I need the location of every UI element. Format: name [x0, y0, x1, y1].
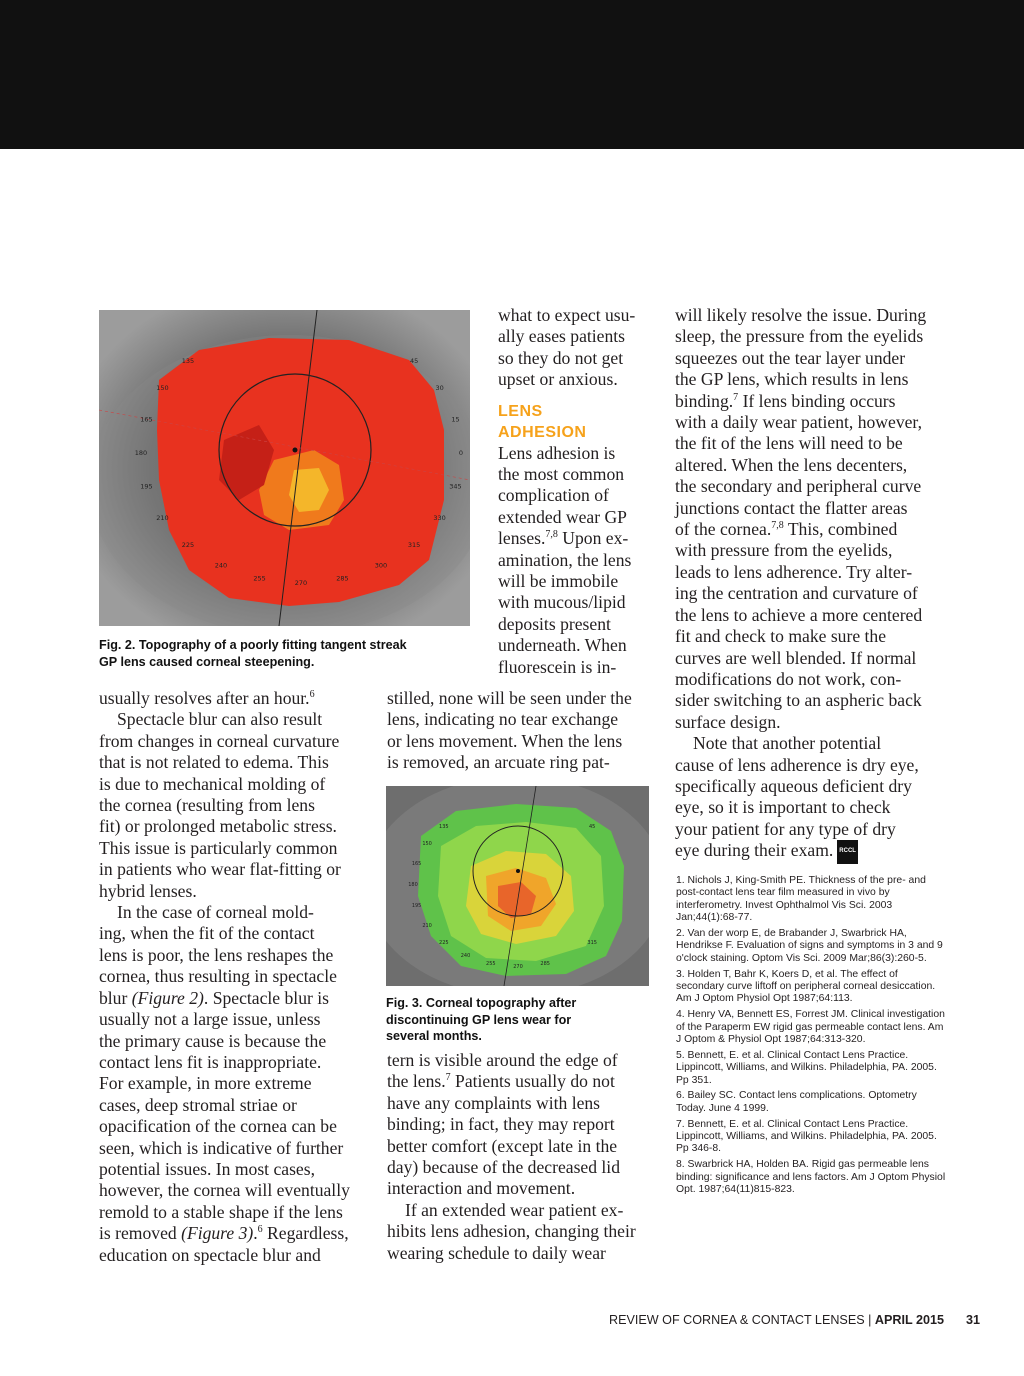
text-line: curves are well blended. If normal [675, 647, 917, 668]
col1-paragraph-2 [99, 709, 371, 902]
text-line: better comfort (except late in the [387, 1135, 618, 1156]
figure-3-caption-line-2: discontinuing GP lens wear for [386, 1012, 572, 1027]
col1-paragraph-3: In the case of corneal mold- ing, when the fit of the contact lens is poor, the lens reshapes the cornea, thus resulting in spectacle blur (Figure 2). Spectacle blur is usually not a large issue, unless the primary cause is because the contact lens fit is inappropriate. For example, in more extreme cases, deep stromal striae or opacification of the cornea can be seen, which is indicative of further potential issues. In most cases, however, the cornea will eventually remold to a stable shape if the lens is removed (Figure 3).$^6$ Regardless, education on spectacle blur and [99, 902, 371, 1266]
text-line: the secondary and peripheral curve [675, 476, 922, 497]
page-footer [560, 1313, 980, 1327]
figure-2-angle-label: 195 [140, 482, 153, 491]
text-line: stilled, none will be seen under the [387, 688, 632, 708]
figure-3-angle-label: 180 [408, 882, 418, 888]
reference-item: 3. Holden T, Bahr K, Koers D, et al. The effect of secondary curve liftoff on peripheral corneal desiccation. Am J Optom Physiol Opt 1987;64:113. [676, 968, 936, 1005]
text-line: hybrid lenses. [99, 880, 197, 901]
text-line: the GP lens, which results in lens [675, 369, 909, 390]
figure-2-angle-label: 30 [435, 384, 444, 392]
figure-2-angle-label: 300 [374, 561, 388, 570]
text-line: will be immobile [498, 571, 619, 592]
text-line: ally eases patients [498, 326, 626, 347]
figure-2-angle-label: 150 [156, 384, 169, 392]
figure-2-angle-label: 240 [214, 561, 228, 570]
text-line: cases, deep stromal striae or [99, 1094, 297, 1115]
figure-3-angle-label: 45 [589, 824, 596, 830]
text-line: with mucous/lipid [498, 592, 626, 613]
rccl-logo: RCCL [837, 840, 858, 863]
text-line: seen, which is indicative of further [99, 1137, 344, 1158]
text-line: fit) or prolonged metabolic stress. [99, 816, 337, 837]
text-line: Lens adhesion is [498, 442, 616, 463]
text-line: If an extended wear patient ex- [405, 1199, 624, 1220]
figure-3-angle-label: 270 [513, 964, 523, 970]
text-line: surface design. [675, 711, 781, 732]
text-line: squeezes out the tear layer under [675, 347, 906, 368]
text-line: contact lens fit is inappropriate. [99, 1051, 322, 1072]
text-line: leads to lens adherence. Try alter- [675, 561, 913, 582]
text-line: binding; in fact, they may report [387, 1114, 615, 1135]
footer-journal: REVIEW OF CORNEA & CONTACT LENSES | [608, 1313, 875, 1327]
figure-3-angle-label: 210 [422, 923, 432, 929]
figure-3-angle-label: 150 [422, 841, 432, 847]
col2-adhesion-paragraph: Lens adhesion is the most common complication of extended wear GP lenses.$^{7,8}$ Upon ex- amination, the lens will be immobile with mucous/lipid deposits present underneath. When fluorescein is in- [498, 443, 658, 678]
reference-item: 6. Bailey SC. Contact lens complications. Optometry Today. June 4 1999. [676, 1090, 917, 1114]
text-line: so they do not get [498, 347, 624, 368]
text-line: specifically aqueous deficient dry [675, 775, 912, 796]
text-line: the fit of the lens will need to be [675, 433, 903, 454]
col2-top-paragraph [498, 305, 658, 391]
section-heading-lens-adhesion: LENS ADHESION [498, 402, 587, 441]
figure-2-caption [99, 637, 499, 670]
text-line: or lens movement. When the lens [387, 730, 623, 751]
column-1 [99, 688, 371, 1266]
figure-2-angle-label: 270 [294, 579, 308, 587]
figure-2-caption-line-1: Fig. 2. Topography of a poorly fitting tangent streak [99, 638, 407, 652]
reference-item: 7. Bennett, E. et al. Clinical Contact Lens Practice. Lippincott, Williams, and Wilkins. Philadelphia, PA. 2005. Pp 346-8. [676, 1118, 937, 1155]
text-line: lens is poor, the lens reshapes the [99, 944, 334, 965]
figure-2-angle-label: 285 [336, 574, 349, 583]
column-3: will likely resolve the issue. During sleep, the pressure from the eyelids squeezes out the tear layer under the GP lens, which results in lens binding.$^7$ If lens binding occurs with a daily wear patient, however, the fit of the lens will need to be altered. When the lens decenters, the secondary and peripheral curve junctions contact the flatter areas of the cornea.$^{7,8}$ This, combined with pressure from the eyelids, leads to lens adherence. Try alter- ing the centration and curvature of the lens to achieve a more centered fit and check to make sure the curves are well blended. If normal modifications do not work, con- sider switching to an aspheric back surface design. Note that another potential cause of lens adherence is dry eye, specifically aqueous deficient dry eye, so it is important to check your patient for any type of dry eye during their exam. RCCL [675, 305, 950, 864]
text-line: the primary cause is because the [99, 1030, 327, 1051]
text-line: eye, so it is important to check [675, 797, 891, 818]
reference-item: 8. Swarbrick HA, Holden BA. Rigid gas permeable lens binding: significance and lens factors. Am J Optom Physiol Opt. 1987;64(11)815-823. [676, 1159, 946, 1196]
figure-3-angle-label: 285 [540, 961, 550, 968]
text-line: For example, in more extreme [99, 1073, 312, 1094]
figure-3-angle-label: 195 [411, 903, 422, 910]
text-line: with pressure from the eyelids, [675, 540, 893, 561]
text-line: lens, indicating no tear exchange [387, 709, 619, 730]
column-2-upper [498, 305, 658, 678]
figure-2-angle-label: 0 [458, 449, 464, 457]
text-line: what to expect usu- [498, 305, 636, 325]
text-line: ing, when the fit of the contact [99, 923, 315, 944]
text-line: underneath. When [498, 635, 627, 656]
text-line: potential issues. In most cases, [99, 1158, 315, 1179]
text-line: ing the centration and curvature of [675, 583, 918, 604]
text-line: from changes in corneal curvature [99, 730, 340, 751]
text-line: Note that another potential [693, 733, 882, 754]
text-line: altered. When the lens decenters, [675, 454, 908, 475]
text-line: upset or anxious. [498, 369, 618, 390]
figure-3-angle-label: 315 [587, 940, 597, 946]
text-line: the lens to achieve a more centered [675, 604, 923, 625]
text-line: in patients who wear flat-fitting or [99, 859, 341, 880]
figure-2-angle-label: 255 [253, 574, 266, 583]
figure-2-angle-label: 210 [156, 514, 169, 522]
figure-2-angle-label: 330 [433, 514, 446, 522]
text-line: fluorescein is in- [498, 656, 617, 677]
text-line: is removed, an arcuate ring pat- [387, 752, 610, 773]
text-line: have any complaints with lens [387, 1092, 601, 1113]
text-line: your patient for any type of dry [675, 818, 896, 839]
text-line: modifications do not work, con- [675, 668, 902, 689]
header-band [0, 0, 1024, 149]
text-line: This issue is particularly common [99, 837, 338, 858]
text-line: fit and check to make sure the [675, 626, 887, 647]
text-line: however, the cornea will eventually [99, 1180, 350, 1201]
figure-3-angle-label: 165 [411, 860, 422, 867]
footer-issue: APRIL 2015 [874, 1313, 944, 1327]
figure-2-caption-line-2: GP lens caused corneal steepening. [99, 654, 315, 669]
text-line: complication of [498, 485, 609, 506]
text-line: with a daily wear patient, however, [675, 412, 922, 433]
figure-2-angle-label: 315 [407, 540, 421, 549]
text-line: hibits lens adhesion, changing their [387, 1221, 636, 1242]
reference-item: 4. Henry VA, Bennett ES, Forrest JM. Clinical investigation of the Paraperm EW rigid gas permeable contact lens. Am J Optom & Physiol Opt 1987;64:313-320. [676, 1009, 945, 1046]
figure-2-angle-label: 45 [409, 357, 419, 366]
text-line: usually not a large issue, unless [99, 1009, 321, 1030]
text-line: remold to a stable shape if the lens [99, 1201, 343, 1222]
text-line: the most common [498, 464, 625, 485]
text-line: interaction and movement. [387, 1178, 576, 1199]
text-line: deposits present [498, 613, 611, 634]
text-line: day) because of the decreased lid [387, 1157, 620, 1178]
column-2-lower: tern is visible around the edge of the lens.$^7$ Patients usually do not have any complaints with lens binding; in fact, they may report better comfort (except late in the day) because of the decreased lid interaction and movement. If an extended wear patient ex- hibits lens adhesion, changing their wearing schedule to daily wear [387, 1050, 657, 1264]
figure-2-angle-label: 15 [451, 415, 460, 424]
text-line: the cornea (resulting from lens [99, 795, 315, 816]
figure-2-angle-label: 135 [181, 357, 195, 366]
text-line: amination, the lens [498, 549, 632, 570]
reference-item: 1. Nichols J, King-Smith PE. Thickness of the pre- and post-contact lens tear film measured in vivo by interferometry. Invest Ophthalmol Vis Sci. 2003 Jan;44(1):68-77. [676, 875, 926, 924]
text-line: is due to mechanical molding of [99, 773, 326, 794]
figure-3-caption [386, 995, 649, 1045]
text-line: cause of lens adherence is dry eye, [675, 754, 919, 775]
figure-3-angle-label: 135 [439, 824, 449, 830]
text-line: In the case of corneal mold- [117, 902, 314, 923]
references-list [676, 875, 946, 1200]
text-line: junctions contact the flatter areas [675, 497, 908, 518]
text-line: Spectacle blur can also result [117, 709, 323, 730]
col1-paragraph-1: usually resolves after an hour.$^6$ [99, 688, 315, 708]
figure-2-topography-image [99, 310, 470, 626]
column-2-middle [387, 688, 657, 774]
text-line: opacification of the cornea can be [99, 1116, 337, 1137]
text-line: sider switching to an aspheric back [675, 690, 922, 711]
figure-2-angle-label: 165 [140, 415, 153, 424]
text-line: extended wear GP [498, 506, 627, 527]
figure-3-angle-label: 255 [486, 961, 496, 968]
figure-3-caption-line-1: Fig. 3. Corneal topography after [386, 996, 577, 1010]
figure-3-topography-image [386, 786, 649, 986]
figure-2-angle-label: 345 [449, 482, 462, 491]
figure-2-angle-label: 180 [134, 449, 148, 457]
figure-3-angle-label: 240 [460, 953, 471, 959]
figure-2-angle-label: 225 [181, 540, 195, 549]
text-line: wearing schedule to daily wear [387, 1242, 606, 1263]
text-line: that is not related to edema. This [99, 752, 329, 773]
figure-3-caption-line-3: several months. [386, 1029, 482, 1043]
text-line: sleep, the pressure from the eyelids [675, 326, 924, 347]
reference-item: 2. Van der worp E, de Brabander J, Swarbrick HA, Hendrikse F. Evaluation of signs and symptoms in 3 and 9 o'clock staining. Optom Vis Sci. 2009 Mar;86(3):260-5. [676, 928, 943, 964]
page-number: 31 [965, 1313, 980, 1327]
text-line: cornea, thus resulting in spectacle [99, 966, 337, 987]
figure-3-angle-label: 225 [439, 940, 449, 946]
text-line: will likely resolve the issue. During [675, 305, 927, 325]
reference-item: 5. Bennett, E. et al. Clinical Contact Lens Practice. Lippincott, Williams, and Wilkins. Philadelphia, PA. 2005. Pp 351. [676, 1049, 937, 1086]
